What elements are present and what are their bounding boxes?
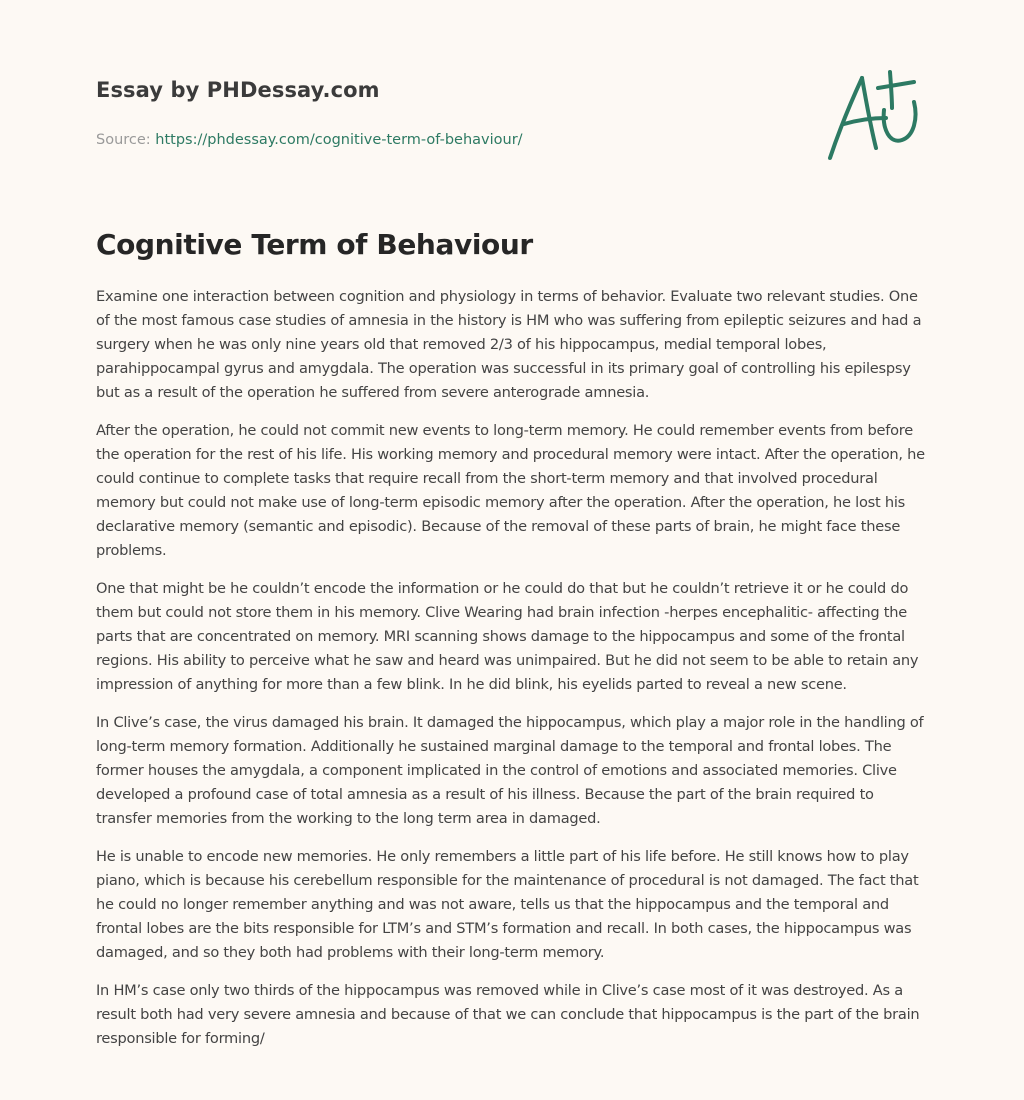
essay-paragraph: In HM’s case only two thirds of the hippocampus was removed while in Clive’s case most of it was destroyed. As a result both had very severe amnesia and because of that we can conclude that hippocampus is the part of the brain responsible for forming/ <box>96 982 920 1047</box>
essay-paragraph: One that might be he couldn’t encode the information or he could do that but he couldn’t retrieve it or he could do them but could not store them in his memory. Clive Wearing had brain infection -herpes encephalitic- affecting the parts that are concentrated on memory. MRI scanning shows damage to the hippocampus and some of the frontal regions. His ability to perceive what he saw and heard was unimpaired. But he did not seem to be able to retain any impression of anything for more than a few blink. In he did blink, his eyelids parted to reveal a new scene. <box>96 580 919 693</box>
essay-title: Cognitive Term of Behaviour <box>96 228 533 261</box>
site-title: Essay by PHDessay.com <box>96 78 380 102</box>
a-plus-logo-icon <box>822 68 926 164</box>
source-label: Source: <box>96 132 156 148</box>
source-link[interactable]: https://phdessay.com/cognitive-term-of-behaviour/ <box>155 132 523 148</box>
essay-paragraph: Examine one interaction between cognition and physiology in terms of behavior. Evaluate two relevant studies. One of the most famous case studies of amnesia in the history is HM who was suffering from epileptic seizures and had a surgery when he was only nine years old that removed 2/3 of his hippocampus, medial temporal lobes, parahippocampal gyrus and amygdala. The operation was successful in its primary goal of controlling his epilespsy but as a result of the operation he suffered from severe anterograde amnesia. <box>96 288 922 401</box>
essay-body <box>96 285 930 1065</box>
header <box>96 76 796 149</box>
essay-paragraph: He is unable to encode new memories. He only remembers a little part of his life before. He still knows how to play piano, which is because his cerebellum responsible for the maintenance of procedural is not damaged. The fact that he could no longer remember anything and was not aware, tells us that the hippocampus and the temporal and frontal lobes are the bits responsible for LTM’s and STM’s formation and recall. In both cases, the hippocampus was damaged, and so they both had problems with their long-term memory. <box>96 848 919 961</box>
source-line <box>96 131 796 149</box>
essay-paragraph: After the operation, he could not commit new events to long-term memory. He could remember events from before the operation for the rest of his life. His working memory and procedural memory were intact. After the operation, he could continue to complete tasks that require recall from the short-term memory and that involved procedural memory but could not make use of long-term episodic memory after the operation. After the operation, he lost his declarative memory (semantic and episodic). Because of the removal of these parts of brain, he might face these problems. <box>96 422 925 559</box>
essay-paragraph: In Clive’s case, the virus damaged his brain. It damaged the hippocampus, which play a major role in the handling of long-term memory formation. Additionally he sustained marginal damage to the temporal and frontal lobes. The former houses the amygdala, a component implicated in the control of emotions and associated memories. Clive developed a profound case of total amnesia as a result of his illness. Because the part of the brain required to transfer memories from the working to the long term area in damaged. <box>96 714 924 827</box>
